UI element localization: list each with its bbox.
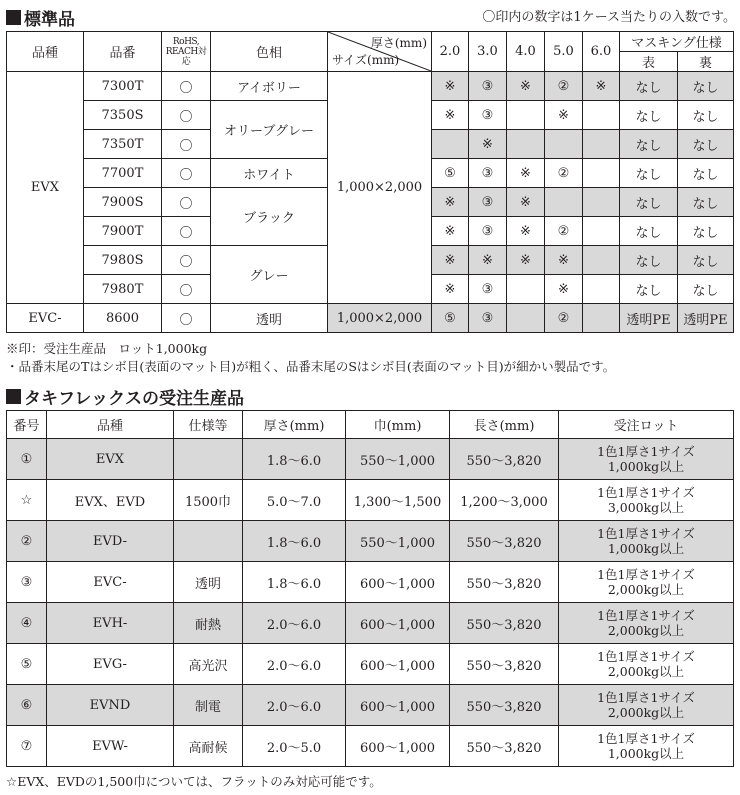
lot-line-2: 2,000kg以上 xyxy=(607,582,685,597)
header-masking: マスキング仕様 xyxy=(620,32,734,52)
cell-lot xyxy=(559,439,734,480)
cell-lot xyxy=(559,644,734,685)
cell-t40: ※ xyxy=(507,72,545,101)
cell-length: 1,200～3,000 xyxy=(450,480,559,521)
cell-thickness: 2.0～6.0 xyxy=(243,685,346,726)
cell-no: ④ xyxy=(7,603,47,644)
cell-t60 xyxy=(583,304,620,333)
cell-width: 600～1,000 xyxy=(346,644,450,685)
cell-t40: ※ xyxy=(507,217,545,246)
cell-width: 600～1,000 xyxy=(346,685,450,726)
cell-t60 xyxy=(583,159,620,188)
size-evx: 1,000×2,000 xyxy=(328,72,432,304)
cell-t50 xyxy=(545,130,583,159)
section-title-made-to-order xyxy=(6,384,244,409)
cell-front: なし xyxy=(620,217,678,246)
cell-thickness: 2.0～6.0 xyxy=(243,603,346,644)
cell-t30: ③ xyxy=(469,101,507,130)
cell-front: なし xyxy=(620,188,678,217)
color-black: ブラック xyxy=(211,188,328,246)
cell-t50: ※ xyxy=(545,275,583,304)
cell-rohs: 〇 xyxy=(162,101,211,130)
cell-back: なし xyxy=(678,217,734,246)
cell-t30: ③ xyxy=(469,217,507,246)
cell-thickness: 1.8～6.0 xyxy=(243,521,346,562)
header-t20: 2.0 xyxy=(432,32,469,72)
cell-length: 550～3,820 xyxy=(450,603,559,644)
header-t40: 4.0 xyxy=(507,32,545,72)
cell-t30: ③ xyxy=(469,275,507,304)
cell-kind: EVH- xyxy=(47,603,174,644)
note-made-to-order: ※印：受注生産品 ロット1,000kg xyxy=(6,341,208,356)
header-no: 番号 xyxy=(7,411,47,439)
cell-back: 透明PE xyxy=(678,304,734,333)
table-row xyxy=(7,603,734,644)
cell-t20: ⑤ xyxy=(432,159,469,188)
cell-front: なし xyxy=(620,246,678,275)
cell-spec xyxy=(174,521,243,562)
kind-evc: EVC- xyxy=(7,304,84,333)
cell-number: 7980S xyxy=(84,246,162,275)
cell-t40 xyxy=(507,304,545,333)
cell-t30: ③ xyxy=(469,72,507,101)
cell-thickness: 2.0～6.0 xyxy=(243,644,346,685)
cell-width: 550～1,000 xyxy=(346,521,450,562)
cell-rohs: 〇 xyxy=(162,246,211,275)
header-spec: 仕様等 xyxy=(174,411,243,439)
size-evc: 1,000×2,000 xyxy=(328,304,432,333)
cell-t40: ※ xyxy=(507,159,545,188)
standard-products-table xyxy=(6,31,734,333)
color-white: ホワイト xyxy=(211,159,328,188)
table-row xyxy=(7,304,734,333)
cell-lot xyxy=(559,562,734,603)
cell-kind: EVX、EVD xyxy=(47,480,174,521)
header-number: 品番 xyxy=(84,32,162,72)
cell-t60 xyxy=(583,130,620,159)
header-kind: 品種 xyxy=(7,32,84,72)
cell-spec: 1500巾 xyxy=(174,480,243,521)
cell-spec: 透明 xyxy=(174,562,243,603)
header-t30: 3.0 xyxy=(469,32,507,72)
cell-spec: 耐熱 xyxy=(174,603,243,644)
cell-no: ③ xyxy=(7,562,47,603)
cell-front: なし xyxy=(620,159,678,188)
cell-t50 xyxy=(545,188,583,217)
cell-t40 xyxy=(507,130,545,159)
cell-back: なし xyxy=(678,246,734,275)
cell-front: なし xyxy=(620,72,678,101)
cell-t60 xyxy=(583,188,620,217)
cell-thickness: 1.8～6.0 xyxy=(243,562,346,603)
lot-line-1: 1色1厚さ1サイズ xyxy=(597,526,695,541)
cell-kind: EVD- xyxy=(47,521,174,562)
cell-t20: ※ xyxy=(432,101,469,130)
cell-kind: EVC- xyxy=(47,562,174,603)
cell-rohs: 〇 xyxy=(162,188,211,217)
header-lot: 受注ロット xyxy=(559,411,734,439)
cell-kind: EVX xyxy=(47,439,174,480)
cell-t30: ③ xyxy=(469,188,507,217)
header-front: 表 xyxy=(620,52,678,72)
cell-t60: ※ xyxy=(583,72,620,101)
lot-line-1: 1色1厚さ1サイズ xyxy=(597,485,695,500)
cell-width: 550～1,000 xyxy=(346,439,450,480)
cell-width: 1,300～1,500 xyxy=(346,480,450,521)
cell-kind: EVW- xyxy=(47,726,174,767)
cell-t60 xyxy=(583,101,620,130)
table-row xyxy=(7,644,734,685)
cell-t20: ※ xyxy=(432,275,469,304)
cell-spec xyxy=(174,439,243,480)
lot-line-2: 1,000kg以上 xyxy=(607,746,685,761)
header-color: 色相 xyxy=(211,32,328,72)
cell-t30: ※ xyxy=(469,246,507,275)
lot-line-1: 1色1厚さ1サイズ xyxy=(597,690,695,705)
cell-rohs: 〇 xyxy=(162,275,211,304)
table-row xyxy=(7,685,734,726)
cell-lot xyxy=(559,521,734,562)
cell-t40: ※ xyxy=(507,246,545,275)
header-kind: 品種 xyxy=(47,411,174,439)
cell-length: 550～3,820 xyxy=(450,726,559,767)
cell-rohs: 〇 xyxy=(162,72,211,101)
table-row xyxy=(7,480,734,521)
cell-t20: ※ xyxy=(432,246,469,275)
table-row xyxy=(7,521,734,562)
cell-width: 600～1,000 xyxy=(346,726,450,767)
cell-thickness: 5.0～7.0 xyxy=(243,480,346,521)
color-gray: グレー xyxy=(211,246,328,304)
color-olive: オリーブグレー xyxy=(211,101,328,159)
square-bullet-icon xyxy=(6,389,21,404)
cell-number: 7700T xyxy=(84,159,162,188)
header-thickness: 厚さ(mm) xyxy=(370,36,427,50)
cell-t20: ※ xyxy=(432,72,469,101)
cell-no: ② xyxy=(7,521,47,562)
cell-number: 7900S xyxy=(84,188,162,217)
lot-line-1: 1色1厚さ1サイズ xyxy=(597,444,695,459)
cell-front: なし xyxy=(620,275,678,304)
lot-line-1: 1色1厚さ1サイズ xyxy=(597,649,695,664)
cell-spec: 高光沢 xyxy=(174,644,243,685)
table-row xyxy=(7,72,734,101)
cell-kind: EVND xyxy=(47,685,174,726)
cell-t50: ※ xyxy=(545,246,583,275)
cell-back: なし xyxy=(678,188,734,217)
cell-kind: EVG- xyxy=(47,644,174,685)
made-to-order-table xyxy=(6,410,734,767)
cell-t30: ※ xyxy=(469,130,507,159)
header-thickness: 厚さ(mm) xyxy=(243,411,346,439)
cell-t40: ※ xyxy=(507,188,545,217)
header-t50: 5.0 xyxy=(545,32,583,72)
cell-back: なし xyxy=(678,130,734,159)
cell-no: ⑦ xyxy=(7,726,47,767)
table1-header-row xyxy=(7,32,734,52)
cell-rohs: 〇 xyxy=(162,159,211,188)
cell-lot xyxy=(559,603,734,644)
cell-t30: ③ xyxy=(469,304,507,333)
footnote-1500-width: ☆EVX、EVDの1,500巾については、フラットのみ対応可能です。 xyxy=(6,774,382,789)
cell-back: なし xyxy=(678,72,734,101)
cell-length: 550～3,820 xyxy=(450,521,559,562)
cell-rohs: 〇 xyxy=(162,304,211,333)
cell-length: 550～3,820 xyxy=(450,685,559,726)
cell-t60 xyxy=(583,246,620,275)
kind-evx: EVX xyxy=(7,72,84,304)
lot-line-2: 2,000kg以上 xyxy=(607,623,685,638)
section-title-text: タキフレックスの受注生産品 xyxy=(24,389,244,409)
table-row xyxy=(7,562,734,603)
header-back: 裏 xyxy=(678,52,734,72)
cell-rohs: 〇 xyxy=(162,130,211,159)
cell-back: なし xyxy=(678,275,734,304)
cell-number: 7350T xyxy=(84,130,162,159)
cell-length: 550～3,820 xyxy=(450,439,559,480)
cell-number: 7900T xyxy=(84,217,162,246)
section-title-standard xyxy=(6,5,75,30)
lot-line-2: 1,000kg以上 xyxy=(607,459,685,474)
cell-back: なし xyxy=(678,101,734,130)
cell-back: なし xyxy=(678,159,734,188)
case-quantity-note: 〇印内の数字は1ケース当たりの入数です。 xyxy=(482,10,736,25)
note-emboss: ・品番末尾のTはシボ目(表面のマット目)が粗く、品番末尾のSはシボ目(表面のマット目)が細かい製品です。 xyxy=(6,359,616,374)
lot-line-2: 2,000kg以上 xyxy=(607,705,685,720)
cell-t50: ※ xyxy=(545,101,583,130)
cell-length: 550～3,820 xyxy=(450,562,559,603)
cell-t40 xyxy=(507,275,545,304)
cell-t50: ② xyxy=(545,72,583,101)
header-rohs: RoHS, REACH対応 xyxy=(162,32,211,72)
cell-t20: ※ xyxy=(432,188,469,217)
cell-lot xyxy=(559,726,734,767)
cell-t40 xyxy=(507,101,545,130)
section-title-text: 標準品 xyxy=(24,10,75,30)
table2-header-row xyxy=(7,411,734,439)
table-row xyxy=(7,726,734,767)
header-size: サイズ(mm) xyxy=(332,53,400,67)
lot-line-1: 1色1厚さ1サイズ xyxy=(597,731,695,746)
cell-t20 xyxy=(432,130,469,159)
lot-line-2: 1,000kg以上 xyxy=(607,541,685,556)
cell-width: 600～1,000 xyxy=(346,562,450,603)
cell-t60 xyxy=(583,217,620,246)
cell-t50: ② xyxy=(545,159,583,188)
cell-number: 8600 xyxy=(84,304,162,333)
cell-number: 7980T xyxy=(84,275,162,304)
cell-front: 透明PE xyxy=(620,304,678,333)
cell-lot xyxy=(559,685,734,726)
cell-spec: 高耐候 xyxy=(174,726,243,767)
cell-t50: ② xyxy=(545,217,583,246)
cell-no: ① xyxy=(7,439,47,480)
header-t60: 6.0 xyxy=(583,32,620,72)
cell-front: なし xyxy=(620,101,678,130)
header-width: 巾(mm) xyxy=(346,411,450,439)
cell-width: 600～1,000 xyxy=(346,603,450,644)
color-ivory: アイボリー xyxy=(211,72,328,101)
cell-t30: ③ xyxy=(469,159,507,188)
square-bullet-icon xyxy=(6,10,21,25)
cell-number: 7350S xyxy=(84,101,162,130)
cell-thickness: 1.8～6.0 xyxy=(243,439,346,480)
cell-number: 7300T xyxy=(84,72,162,101)
header-thickness-size xyxy=(328,32,432,72)
cell-no: ☆ xyxy=(7,480,47,521)
header-length: 長さ(mm) xyxy=(450,411,559,439)
cell-spec: 制電 xyxy=(174,685,243,726)
cell-front: なし xyxy=(620,130,678,159)
table-row xyxy=(7,439,734,480)
lot-line-2: 2,000kg以上 xyxy=(607,664,685,679)
cell-t20: ※ xyxy=(432,217,469,246)
cell-lot xyxy=(559,480,734,521)
lot-line-2: 3,000kg以上 xyxy=(607,500,685,515)
lot-line-1: 1色1厚さ1サイズ xyxy=(597,567,695,582)
cell-t20: ⑤ xyxy=(432,304,469,333)
lot-line-1: 1色1厚さ1サイズ xyxy=(597,608,695,623)
cell-thickness: 2.0～5.0 xyxy=(243,726,346,767)
cell-t60 xyxy=(583,275,620,304)
color-clear: 透明 xyxy=(211,304,328,333)
cell-t50: ② xyxy=(545,304,583,333)
cell-no: ⑥ xyxy=(7,685,47,726)
cell-length: 550～3,820 xyxy=(450,644,559,685)
cell-rohs: 〇 xyxy=(162,217,211,246)
cell-no: ⑤ xyxy=(7,644,47,685)
